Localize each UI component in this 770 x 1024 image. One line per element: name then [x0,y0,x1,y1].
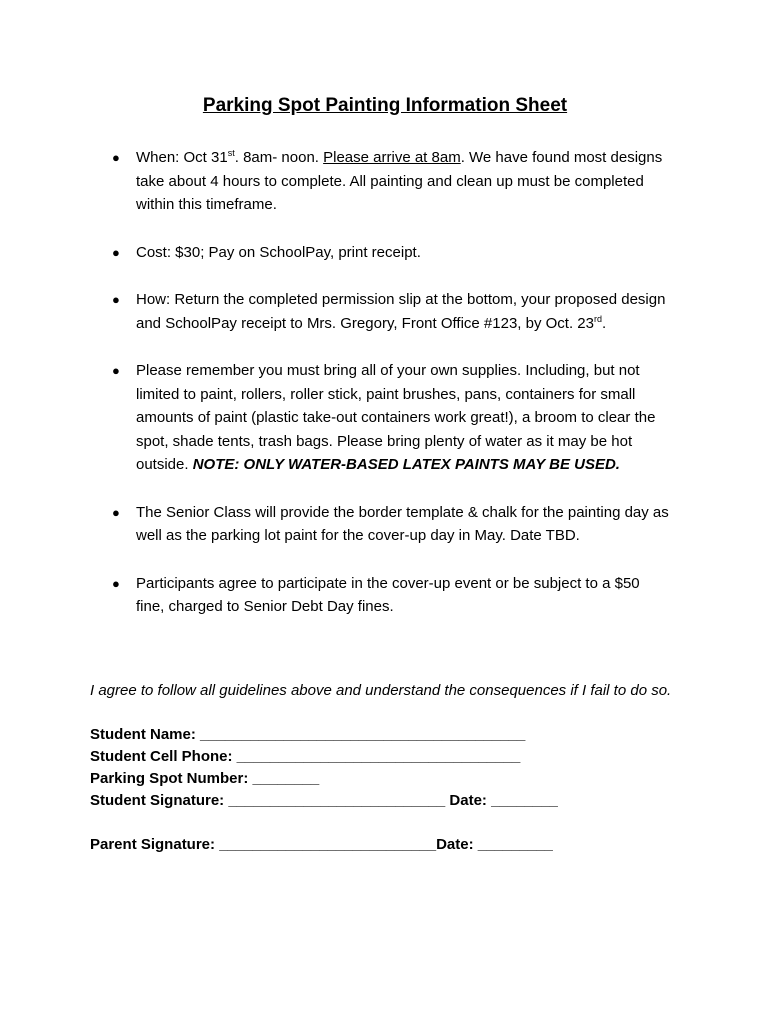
parking-spot-field[interactable]: Parking Spot Number: ________ [90,770,320,787]
how-text: How: Return the completed permission slip at the bottom, your proposed design and SchoolPay receipt to Mrs. Gregory, Front Office #123, by Oct. 23 [136,291,666,332]
info-list [112,146,672,643]
arrive-time-note: Please arrive at 8am [323,149,461,166]
list-item-cost [112,241,672,265]
bullet-icon: ● [112,150,120,165]
parent-signature-field[interactable]: Parent Signature: __________________________Date: _________ [90,836,553,853]
student-signature-field[interactable]: Student Signature: __________________________ Date: ________ [90,792,558,809]
supplies-text: Please remember you must bring all of your own supplies. Including, but not limited to paint, rollers, roller stick, paint brushes, pans, containers for small amounts of paint (plastic take-out containers work great!), a broom to clear the spot, shade tents, trash bags. Please bring plenty of water as it may be hot outside. [136,362,656,473]
permission-slip-fields [90,724,690,856]
latex-paint-note: NOTE: ONLY WATER-BASED LATEX PAINTS MAY BE USED. [192,456,620,473]
spacer [90,812,690,834]
student-name-field[interactable]: Student Name: _______________________________________ [90,726,526,743]
bullet-icon: ● [112,504,120,520]
list-item-when [112,146,672,217]
senior-text: The Senior Class will provide the border template & chalk for the painting day as well as the parking lot paint for the cover-up day in May. Date TBD. [136,503,669,544]
bullet-icon: ● [112,575,120,591]
when-mid: . 8am- noon. [234,149,324,166]
when-prefix: When: Oct 31 [136,149,228,166]
bullet-icon: ● [112,292,120,307]
bullet-icon: ● [112,244,120,260]
agreement-statement: I agree to follow all guidelines above and understand the consequences if I fail to do so. [90,682,672,699]
list-item-how [112,288,672,335]
list-item-participants [112,572,672,619]
student-cell-field[interactable]: Student Cell Phone: __________________________________ [90,748,521,765]
when-rest: . We have found most designs take about 4 hours to complete. All painting and clean up must be completed within this timeframe. [136,149,663,213]
page-title: Parking Spot Painting Information Sheet [202,95,568,116]
bullet-icon: ● [112,363,120,378]
how-sup: rd [594,313,603,324]
list-item-senior-class [112,501,672,548]
list-item-supplies [112,359,672,477]
when-sup: st [227,148,235,158]
participants-text: Participants agree to participate in the cover-up event or be subject to a $50 fine, charged to Senior Debt Day fines. [136,574,640,615]
how-end: . [602,314,607,332]
cost-text: Cost: $30; Pay on SchoolPay, print receipt. [136,243,421,261]
